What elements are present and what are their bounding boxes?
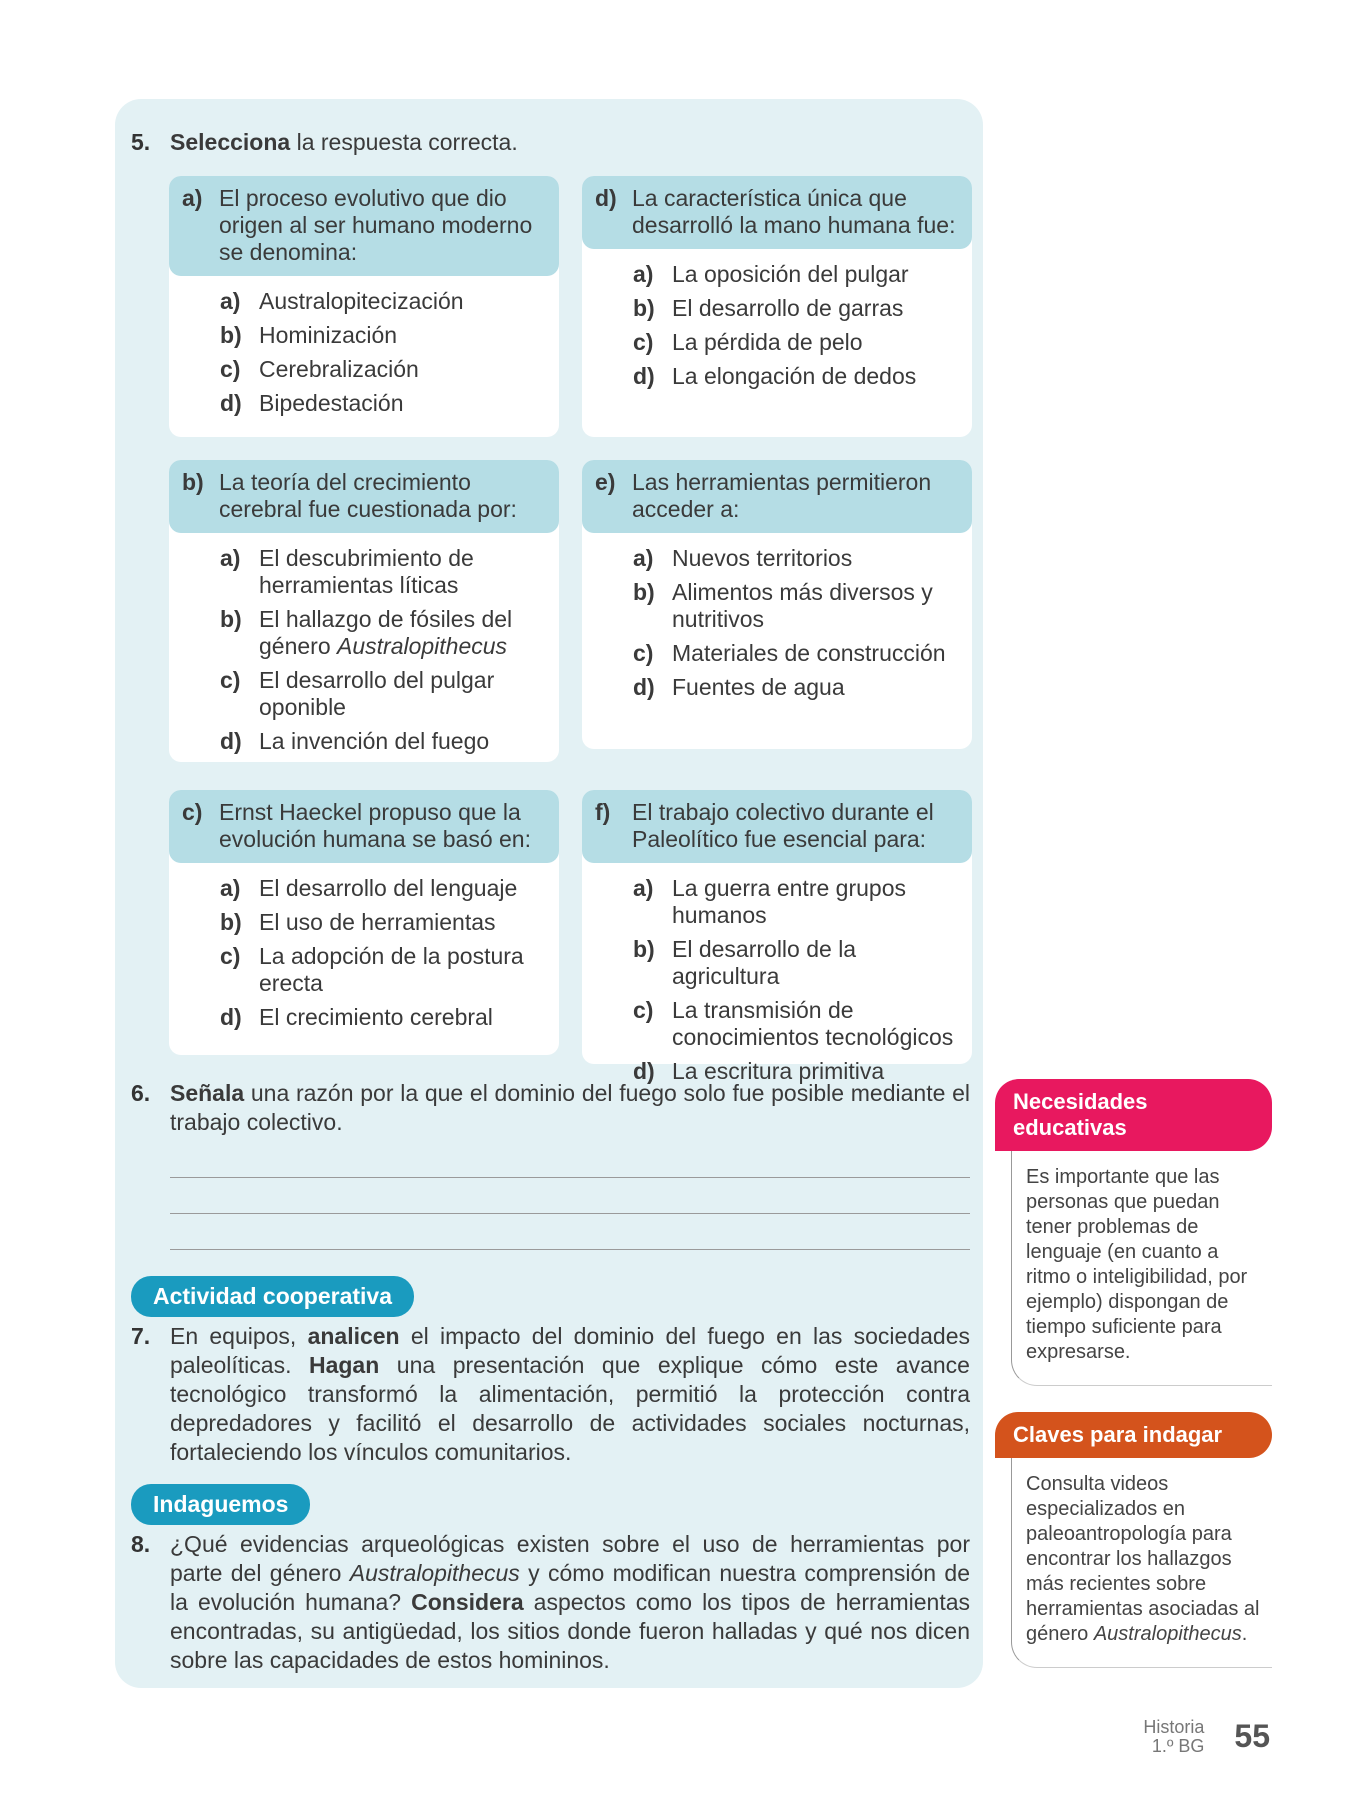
option-letter: d) [220, 390, 242, 416]
card-letter: e) [595, 469, 616, 495]
card-question-text: La característica única que desarrolló la mano humana fue: [632, 185, 956, 238]
option-text: Cerebralización [259, 356, 419, 382]
option-letter: c) [220, 356, 241, 382]
question-7-text: En equipos, analicen el impacto del dominio del fuego en las sociedades paleolíticas. Hagan una presentación que explique cómo este avance tecnológico transformó la alimentación, permitió la protección contra depredadores y facilitó el desarrollo de actividades sociales nocturnas, fortaleciendo los vínculos comunitarios. [170, 1323, 970, 1465]
answer-option[interactable] [633, 579, 958, 633]
answer-option[interactable] [220, 322, 545, 349]
option-text: La pérdida de pelo [672, 329, 863, 355]
answer-option[interactable] [220, 875, 545, 902]
answer-option[interactable] [220, 667, 545, 721]
indaguemos-badge: Indaguemos [131, 1484, 310, 1525]
option-letter: c) [633, 640, 654, 666]
option-letter: c) [633, 329, 654, 355]
box-title: Claves para indagar [995, 1412, 1272, 1458]
answer-line[interactable] [170, 1177, 970, 1178]
box-title: Necesidades educativas [995, 1079, 1272, 1151]
card-question [169, 460, 559, 533]
educational-needs-box [995, 1079, 1272, 1386]
answer-line[interactable] [170, 1249, 970, 1250]
option-letter: b) [633, 579, 655, 605]
option-text: El crecimiento cerebral [259, 1004, 493, 1030]
option-letter: a) [220, 875, 241, 901]
option-letter: b) [633, 936, 655, 962]
card-letter: a) [182, 185, 203, 211]
option-letter: d) [220, 1004, 242, 1030]
answer-option[interactable] [220, 545, 545, 599]
answer-option[interactable] [633, 329, 958, 356]
card-letter: d) [595, 185, 617, 211]
answer-option[interactable] [220, 390, 545, 417]
question-number: 6. [131, 1080, 151, 1106]
option-text: La guerra entre grupos humanos [672, 875, 906, 928]
question-number: 5. [131, 129, 151, 155]
option-text: Australopitecización [259, 288, 464, 314]
option-text: El hallazgo de fósiles del género Australopithecus [259, 606, 513, 659]
answer-option[interactable] [220, 728, 545, 755]
option-text: La adopción de la postura erecta [259, 943, 524, 996]
option-text: El desarrollo de garras [672, 295, 904, 321]
option-letter: a) [633, 261, 654, 287]
option-letter: d) [633, 363, 655, 389]
option-letter: b) [220, 606, 242, 632]
question-card [582, 176, 972, 437]
option-letter: b) [220, 909, 242, 935]
question-number: 8. [131, 1531, 151, 1557]
card-question [169, 790, 559, 863]
card-question-text: Ernst Haeckel propuso que la evolución humana se basó en: [219, 799, 531, 852]
answer-option[interactable] [633, 363, 958, 390]
option-text: La transmisión de conocimientos tecnológicos [672, 997, 954, 1050]
option-text: El descubrimiento de herramientas líticas [259, 545, 474, 598]
page-footer [1143, 1718, 1270, 1756]
option-text: La invención del fuego [259, 728, 490, 754]
answer-option[interactable] [220, 943, 545, 997]
card-letter: f) [595, 799, 611, 825]
card-question [169, 176, 559, 276]
option-letter: a) [220, 545, 241, 571]
card-letter: c) [182, 799, 203, 825]
card-question-text: La teoría del crecimiento cerebral fue cuestionada por: [219, 469, 517, 522]
card-question-text: Las herramientas permitieron acceder a: [632, 469, 932, 522]
answer-option[interactable] [220, 1004, 545, 1031]
question-6-text: Señala una razón por la que el dominio del fuego solo fue posible mediante el trabajo colectivo. [170, 1080, 970, 1135]
question-8-text: ¿Qué evidencias arqueológicas existen sobre el uso de herramientas por parte del género Australopithecus y cómo modifican nuestra comprensión de la evolución humana? Considera aspectos como los tipos de herramientas encontradas, su antigüedad, los sitios donde fueron halladas y qué nos dicen sobre las capacidades de estos homininos. [170, 1531, 971, 1673]
card-question [582, 790, 972, 863]
option-letter: a) [633, 875, 654, 901]
box-body: Es importante que las personas que puedan tener problemas de lenguaje (en cuanto a ritmo o inteligibilidad, por ejemplo) dispongan de tiempo suficiente para expresarse. [1011, 1151, 1272, 1386]
option-letter: c) [633, 997, 654, 1023]
answer-option[interactable] [220, 356, 545, 383]
option-text: Alimentos más diversos y nutritivos [672, 579, 933, 632]
option-letter: d) [633, 1058, 655, 1084]
question-card [169, 460, 559, 762]
option-text: El desarrollo del lenguaje [259, 875, 518, 901]
option-text: El desarrollo de la agricultura [672, 936, 857, 989]
answer-option[interactable] [633, 875, 958, 929]
box-body: Consulta videos especializados en paleoantropología para encontrar los hallazgos más recientes sobre herramientas asociadas al género Australopithecus. [1011, 1458, 1272, 1668]
cooperative-activity-badge: Actividad cooperativa [131, 1276, 414, 1317]
answer-option[interactable] [220, 909, 545, 936]
question-card [169, 790, 559, 1055]
answer-option[interactable] [633, 261, 958, 288]
answer-line[interactable] [170, 1213, 970, 1214]
page-number: 55 [1234, 1718, 1270, 1754]
question-card [169, 176, 559, 437]
answer-option[interactable] [633, 295, 958, 322]
card-question-text: El trabajo colectivo durante el Paleolítico fue esencial para: [632, 799, 934, 852]
option-letter: b) [633, 295, 655, 321]
question-card [582, 790, 972, 1084]
option-text: Fuentes de agua [672, 674, 845, 700]
option-text: Hominización [259, 322, 398, 348]
option-letter: d) [220, 728, 242, 754]
card-question [582, 460, 972, 533]
question-5-text: Selecciona la respuesta correcta. [170, 129, 518, 155]
option-text: La escritura primitiva [672, 1058, 885, 1084]
card-letter: b) [182, 469, 204, 495]
option-letter: a) [220, 288, 241, 314]
answer-option[interactable] [220, 606, 545, 660]
card-question-text: El proceso evolutivo que dio origen al ser humano moderno se denomina: [219, 185, 533, 265]
question-number: 7. [131, 1323, 151, 1349]
option-letter: d) [633, 674, 655, 700]
option-letter: c) [220, 943, 241, 969]
option-text: La elongación de dedos [672, 363, 917, 389]
option-text: El desarrollo del pulgar oponible [259, 667, 495, 720]
answer-option[interactable] [633, 545, 958, 572]
grade-label: 1.º BG [1151, 1736, 1205, 1756]
question-card [582, 460, 972, 749]
answer-option[interactable] [633, 674, 958, 701]
option-letter: c) [220, 667, 241, 693]
option-letter: b) [220, 322, 242, 348]
option-text: El uso de herramientas [259, 909, 496, 935]
option-letter: a) [633, 545, 654, 571]
option-text: Materiales de construcción [672, 640, 946, 666]
answer-option[interactable] [633, 936, 958, 990]
answer-option[interactable] [220, 288, 545, 315]
answer-option[interactable] [633, 997, 958, 1051]
answer-option[interactable] [633, 640, 958, 667]
option-text: Nuevos territorios [672, 545, 853, 571]
option-text: Bipedestación [259, 390, 404, 416]
card-question [582, 176, 972, 249]
research-keys-box [995, 1412, 1272, 1668]
subject-label: Historia [1143, 1717, 1205, 1737]
option-text: La oposición del pulgar [672, 261, 909, 287]
